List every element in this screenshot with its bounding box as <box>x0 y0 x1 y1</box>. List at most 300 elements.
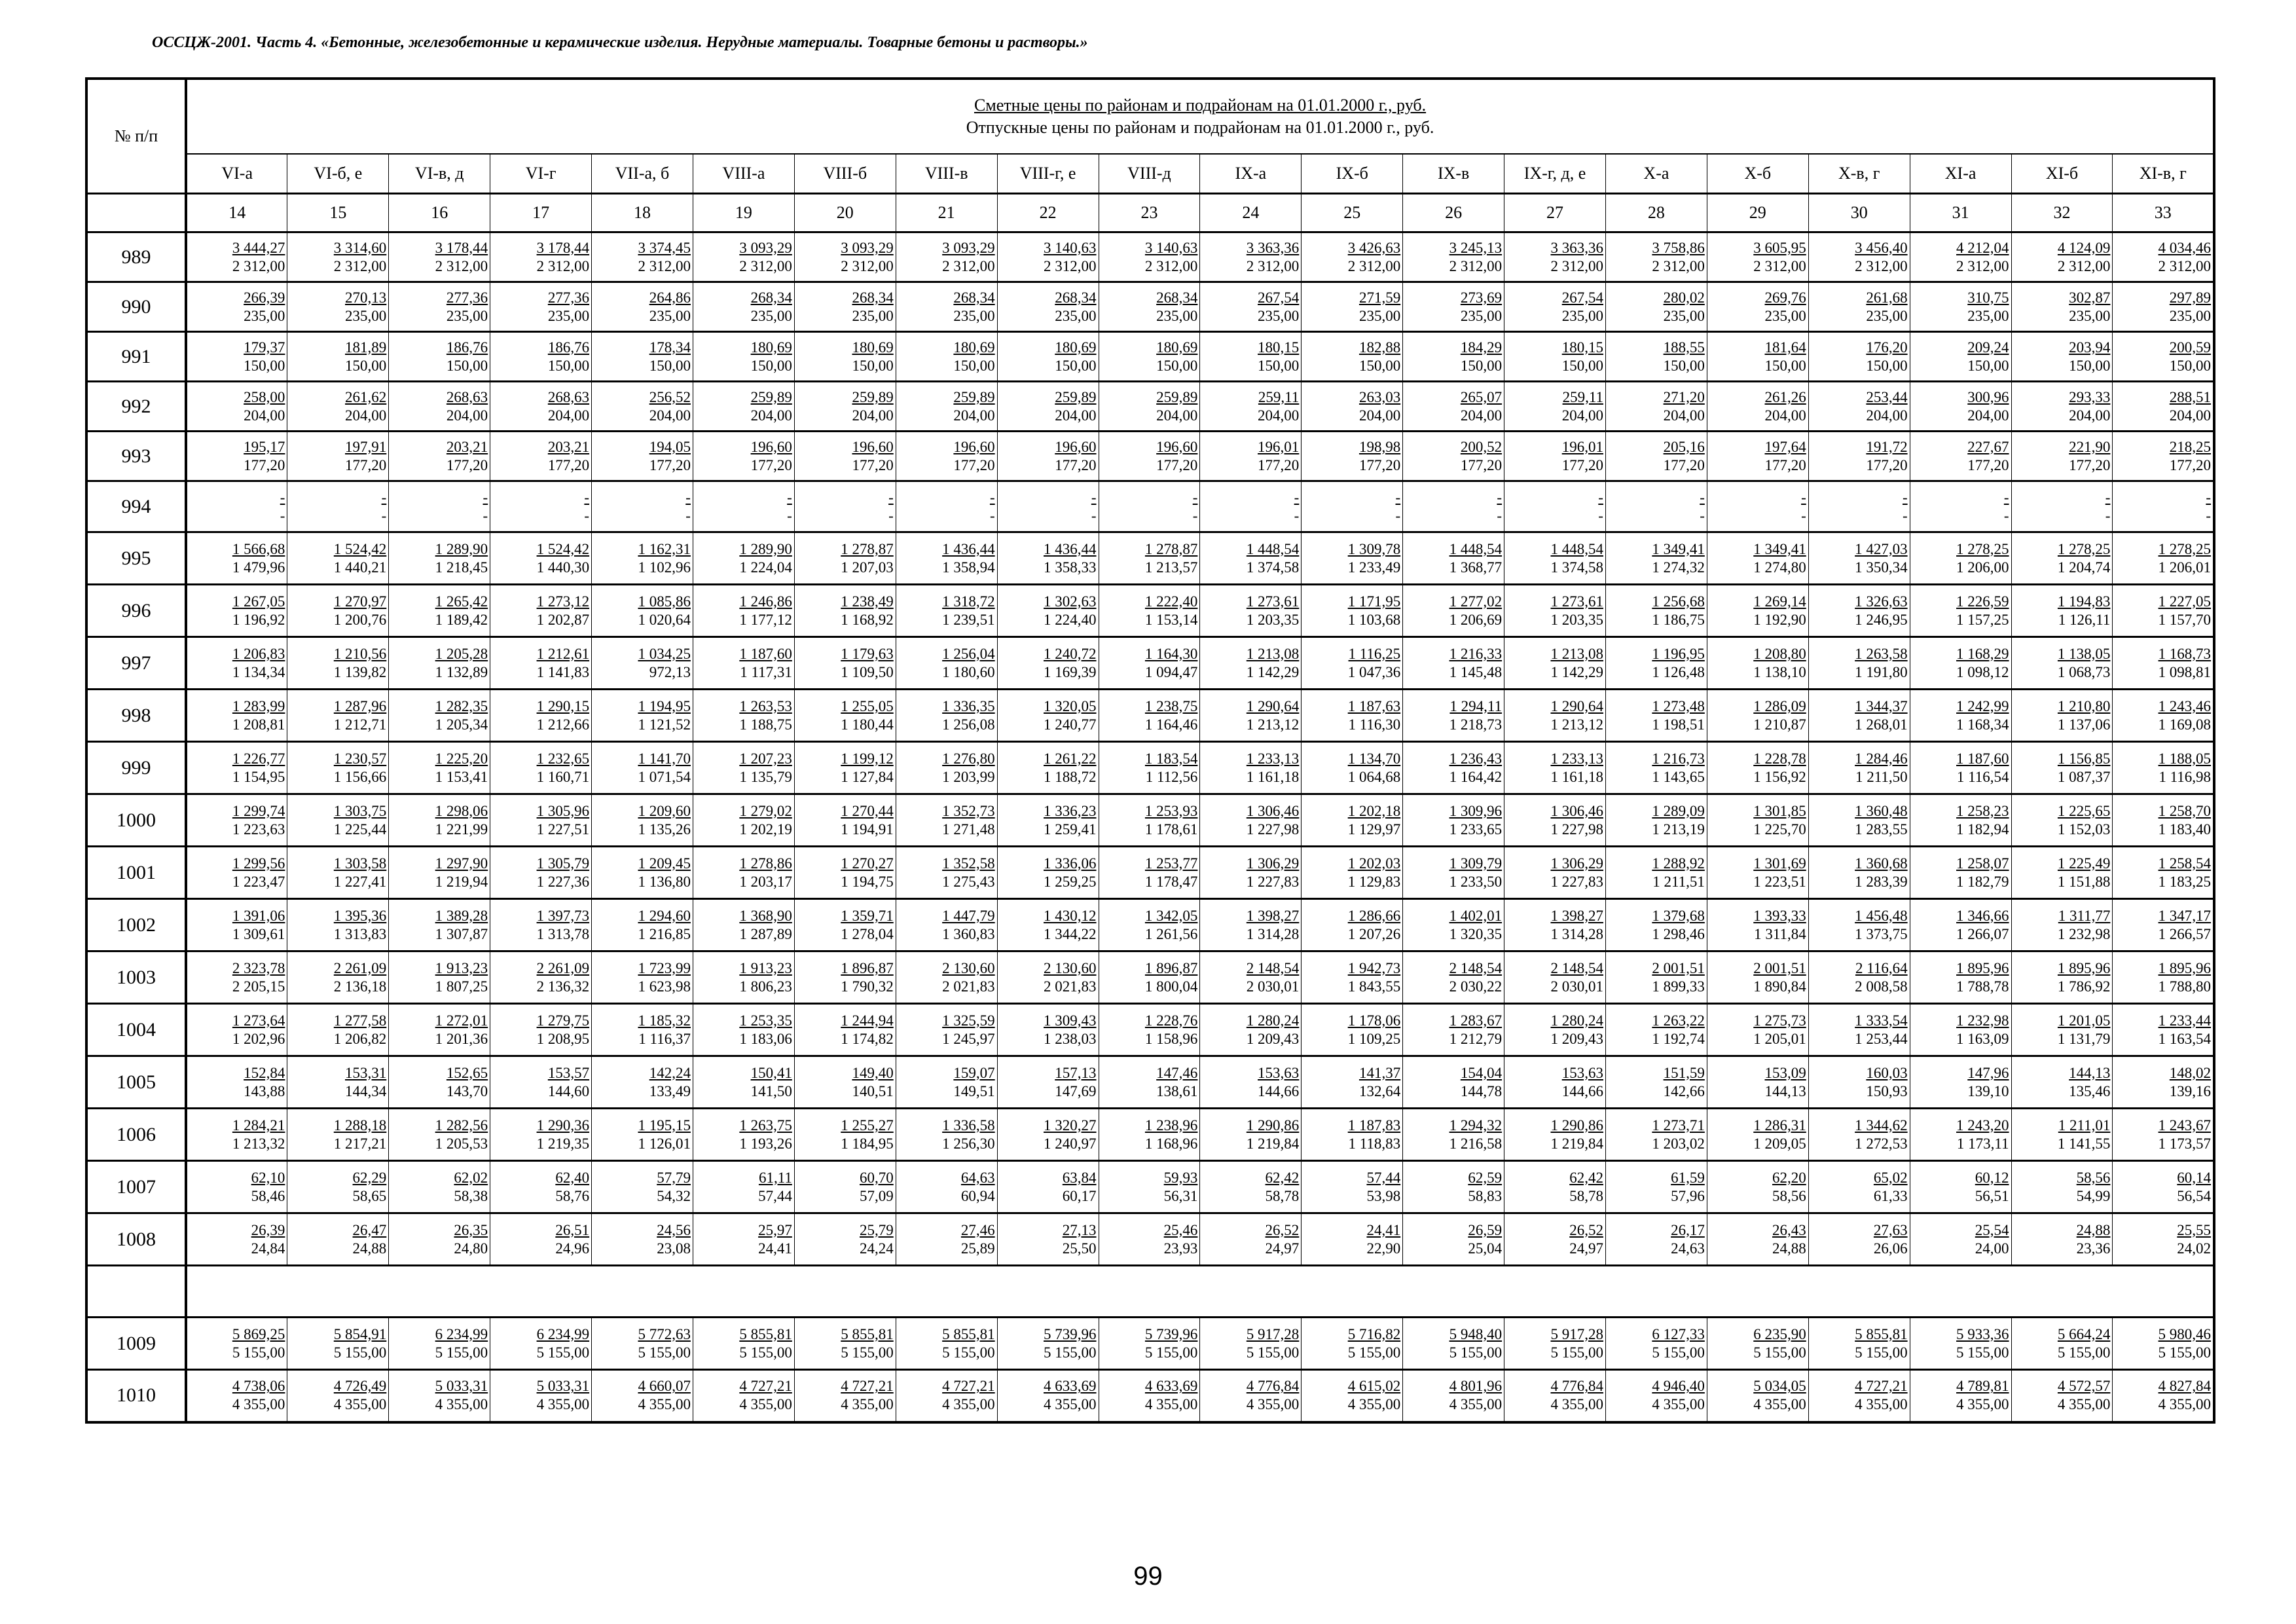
release-price: 177,20 <box>1764 456 1806 473</box>
price-cell <box>693 899 794 951</box>
estimated-price: 1 278,25 <box>2057 540 2111 557</box>
row-number: 1007 <box>86 1161 186 1213</box>
estimated-price: 1 276,80 <box>942 750 995 767</box>
price-cell <box>1302 432 1403 481</box>
price-cell <box>1808 1056 1910 1109</box>
release-price: 1 225,44 <box>333 821 387 838</box>
estimated-price: 149,40 <box>852 1064 894 1081</box>
release-price: 1 806,23 <box>739 978 792 995</box>
release-price: 1 209,43 <box>1550 1030 1603 1047</box>
price-cell <box>1808 532 1910 585</box>
price-cell <box>1099 332 1200 382</box>
estimated-price: 1 368,90 <box>739 907 792 924</box>
price-cell <box>186 282 287 332</box>
estimated-price: 5 716,82 <box>1347 1325 1401 1342</box>
estimated-price: 1 290,64 <box>1246 697 1300 714</box>
release-price: 2 312,00 <box>435 257 488 274</box>
release-price: 1 132,89 <box>435 663 488 680</box>
estimated-price: 1 210,56 <box>333 645 387 662</box>
release-price: 1 239,51 <box>942 611 995 628</box>
release-price: 1 788,78 <box>1956 978 2009 995</box>
price-cell <box>186 481 287 532</box>
estimated-price: 259,11 <box>1258 388 1300 405</box>
price-cell <box>1200 585 1302 637</box>
estimated-price: 196,60 <box>852 438 894 455</box>
price-cell <box>794 282 896 332</box>
release-price: 1 807,25 <box>435 978 488 995</box>
estimated-price: 26,43 <box>1772 1221 1806 1238</box>
estimated-price: 142,24 <box>649 1064 691 1081</box>
release-price: 54,99 <box>2076 1187 2111 1204</box>
estimated-price: 269,76 <box>1764 289 1806 306</box>
estimated-price: 1 344,62 <box>1855 1116 1908 1134</box>
price-cell <box>1605 1213 1707 1266</box>
estimated-price: 1 272,01 <box>435 1012 488 1029</box>
price-cell <box>1403 1056 1504 1109</box>
price-cell <box>592 532 693 585</box>
estimated-price: 1 227,05 <box>2158 593 2212 610</box>
price-cell <box>1808 637 1910 690</box>
release-price: 1 161,18 <box>1550 768 1603 785</box>
release-price: 143,88 <box>244 1082 285 1099</box>
estimated-price: 4 727,21 <box>739 1378 792 1395</box>
price-cell <box>2011 382 2113 432</box>
estimated-price: 1 347,17 <box>2158 907 2212 924</box>
release-price: 2 312,00 <box>536 257 590 274</box>
row-number: 989 <box>86 232 186 282</box>
column-header: X-в, г <box>1808 154 1910 194</box>
release-price: 5 155,00 <box>435 1344 488 1361</box>
price-cell <box>490 481 592 532</box>
estimated-price: 153,57 <box>547 1064 590 1081</box>
release-price: 1 152,03 <box>2057 821 2111 838</box>
release-price: 4 355,00 <box>232 1396 285 1413</box>
estimated-price: 5 933,36 <box>1956 1325 2009 1342</box>
release-price: 54,32 <box>657 1187 691 1204</box>
price-cell <box>1808 794 1910 847</box>
release-price: 1 240,97 <box>1044 1135 1097 1152</box>
release-price: 150,00 <box>1561 357 1603 374</box>
estimated-price: 209,24 <box>1967 339 2009 356</box>
price-cell <box>1200 282 1302 332</box>
price-cell <box>1605 232 1707 282</box>
estimated-price: 1 187,83 <box>1347 1116 1401 1134</box>
release-price: 1 202,87 <box>536 611 590 628</box>
price-cell <box>389 382 490 432</box>
release-price: 5 155,00 <box>1144 1344 1198 1361</box>
release-price: 1 094,47 <box>1144 663 1198 680</box>
price-cell <box>389 794 490 847</box>
price-cell <box>1403 742 1504 794</box>
price-cell <box>896 899 997 951</box>
estimated-price: 1 279,75 <box>536 1012 590 1029</box>
estimated-price: 1 233,44 <box>2158 1012 2212 1029</box>
estimated-price: 1 213,08 <box>1550 645 1603 662</box>
estimated-price: 152,84 <box>244 1064 285 1081</box>
estimated-price: 4 034,46 <box>2158 239 2212 256</box>
estimated-price: 218,25 <box>2169 438 2212 455</box>
price-cell <box>1099 1004 1200 1056</box>
release-price: 1 223,51 <box>1753 873 1806 890</box>
estimated-price: 3 178,44 <box>536 239 590 256</box>
estimated-price: 271,59 <box>1358 289 1401 306</box>
estimated-price: 5 033,31 <box>536 1378 590 1395</box>
estimated-price: 1 269,14 <box>1753 593 1806 610</box>
estimated-price: 277,36 <box>547 289 590 306</box>
release-price: 24,24 <box>859 1240 894 1257</box>
release-price: 1 219,84 <box>1550 1135 1603 1152</box>
price-cell <box>1808 332 1910 382</box>
estimated-price: 26,35 <box>454 1221 488 1238</box>
price-cell <box>490 1109 592 1161</box>
release-price: 1 274,80 <box>1753 559 1806 576</box>
price-cell <box>592 282 693 332</box>
release-price: 150,00 <box>1866 357 1908 374</box>
price-cell <box>2113 951 2214 1004</box>
price-cell <box>1808 1370 1910 1422</box>
price-cell <box>1200 690 1302 742</box>
release-price: 23,93 <box>1163 1240 1198 1257</box>
release-price: 1 786,92 <box>2057 978 2111 995</box>
estimated-price: 203,21 <box>547 438 590 455</box>
row-number: 1006 <box>86 1109 186 1161</box>
release-price: 4 355,00 <box>2057 1396 2111 1413</box>
estimated-price: 181,64 <box>1764 339 1806 356</box>
row-number: 991 <box>86 332 186 382</box>
estimated-price: 24,56 <box>657 1221 691 1238</box>
price-cell <box>2113 282 2214 332</box>
estimated-price: 6 234,99 <box>435 1325 488 1342</box>
price-cell <box>2113 794 2214 847</box>
column-number: 14 <box>186 194 287 232</box>
estimated-price: 65,02 <box>1873 1169 1908 1186</box>
price-cell <box>490 1213 592 1266</box>
row-number: 1010 <box>86 1370 186 1422</box>
price-cell <box>1504 282 1606 332</box>
estimated-price: 1 336,58 <box>942 1116 995 1134</box>
estimated-price: 1 309,96 <box>1449 802 1503 819</box>
estimated-price: 200,59 <box>2169 339 2212 356</box>
release-price: 1 221,99 <box>435 821 488 838</box>
price-cell <box>1910 382 2011 432</box>
release-price: - <box>280 507 285 524</box>
release-price: 1 259,41 <box>1044 821 1097 838</box>
estimated-price: 62,42 <box>1265 1169 1300 1186</box>
estimated-price: 62,59 <box>1468 1169 1503 1186</box>
estimated-price: 1 282,56 <box>435 1116 488 1134</box>
estimated-price: 4 946,40 <box>1652 1378 1705 1395</box>
release-price: - <box>1801 507 1806 524</box>
row-number: 996 <box>86 585 186 637</box>
release-price: 1 207,26 <box>1347 925 1401 942</box>
price-cell <box>693 1318 794 1370</box>
release-price: 4 355,00 <box>1855 1396 1908 1413</box>
estimated-price: 1 448,54 <box>1449 540 1503 557</box>
price-cell <box>693 1161 794 1213</box>
price-cell <box>693 637 794 690</box>
release-price: 1 116,37 <box>638 1030 691 1047</box>
estimated-price: 1 194,83 <box>2057 593 2111 610</box>
estimated-price: 6 235,90 <box>1753 1325 1806 1342</box>
price-cell <box>2011 1056 2113 1109</box>
estimated-price: 1 216,33 <box>1449 645 1503 662</box>
estimated-price: - <box>1395 489 1401 506</box>
release-price: 24,00 <box>1975 1240 2009 1257</box>
column-header: IX-в <box>1403 154 1504 194</box>
release-price: 1 135,26 <box>638 821 691 838</box>
price-cell <box>1605 432 1707 481</box>
estimated-price: 60,70 <box>859 1169 894 1186</box>
release-price: 1 209,05 <box>1753 1135 1806 1152</box>
price-cell <box>389 481 490 532</box>
release-price: 204,00 <box>1561 407 1603 424</box>
release-price: 150,00 <box>750 357 792 374</box>
estimated-price: 1 278,25 <box>2158 540 2212 557</box>
estimated-price: 61,11 <box>758 1169 792 1186</box>
price-cell <box>186 951 287 1004</box>
release-price: 1 129,83 <box>1347 873 1401 890</box>
price-cell <box>1099 282 1200 332</box>
release-price: 1 153,41 <box>435 768 488 785</box>
estimated-price: 1 201,05 <box>2057 1012 2111 1029</box>
release-price: 204,00 <box>244 407 285 424</box>
release-price: 1 131,79 <box>2057 1030 2111 1047</box>
release-price: 150,00 <box>547 357 590 374</box>
estimated-price: 5 917,28 <box>1246 1325 1300 1342</box>
release-price: 1 163,09 <box>1956 1030 2009 1047</box>
price-cell <box>794 951 896 1004</box>
price-cell <box>490 742 592 794</box>
price-cell <box>1403 481 1504 532</box>
price-cell <box>1504 1370 1606 1422</box>
release-price: 1 218,45 <box>435 559 488 576</box>
estimated-price: 1 448,54 <box>1550 540 1603 557</box>
release-price: 4 355,00 <box>1956 1396 2009 1413</box>
release-price: 204,00 <box>1663 407 1705 424</box>
price-cell <box>794 332 896 382</box>
estimated-price: 3 605,95 <box>1753 239 1806 256</box>
release-price: - <box>1395 507 1401 524</box>
estimated-price: 181,89 <box>345 339 387 356</box>
estimated-price: 5 948,40 <box>1449 1325 1503 1342</box>
release-price: - <box>787 507 792 524</box>
release-price: 177,20 <box>244 456 285 473</box>
release-price: 1 268,01 <box>1855 716 1908 733</box>
price-cell <box>896 432 997 481</box>
release-price: 1 227,51 <box>536 821 590 838</box>
release-price: 1 137,06 <box>2057 716 2111 733</box>
price-cell <box>1302 794 1403 847</box>
price-cell <box>490 1161 592 1213</box>
row-number: 994 <box>86 481 186 532</box>
column-header: XI-а <box>1910 154 2011 194</box>
release-price: 204,00 <box>1866 407 1908 424</box>
column-header: XI-в, г <box>2113 154 2214 194</box>
estimated-price: 197,64 <box>1764 438 1806 455</box>
estimated-price: 154,04 <box>1460 1064 1503 1081</box>
price-cell <box>1403 794 1504 847</box>
release-price: 1 047,36 <box>1347 663 1401 680</box>
estimated-price: 1 288,92 <box>1652 855 1705 872</box>
release-price: 1 201,36 <box>435 1030 488 1047</box>
estimated-price: 1 164,30 <box>1144 645 1198 662</box>
estimated-price: 3 456,40 <box>1855 239 1908 256</box>
price-cell <box>1302 899 1403 951</box>
price-cell <box>389 1161 490 1213</box>
estimated-price: 1 244,94 <box>841 1012 894 1029</box>
release-price: 177,20 <box>1358 456 1401 473</box>
price-cell <box>1605 794 1707 847</box>
estimated-price: 6 234,99 <box>536 1325 590 1342</box>
price-cell <box>1808 382 1910 432</box>
column-header: IX-г, д, е <box>1504 154 1606 194</box>
estimated-price: 1 116,25 <box>1348 645 1401 662</box>
release-price: 1 168,96 <box>1144 1135 1198 1152</box>
price-cell <box>1605 282 1707 332</box>
estimated-price: 179,37 <box>244 339 285 356</box>
estimated-price: 1 183,54 <box>1144 750 1198 767</box>
estimated-price: 1 391,06 <box>232 907 285 924</box>
estimated-price: 1 895,96 <box>2057 959 2111 976</box>
estimated-price: 147,96 <box>1967 1064 2009 1081</box>
release-price: 1 129,97 <box>1347 821 1401 838</box>
estimated-price: - <box>483 489 488 506</box>
release-price: 1 183,06 <box>739 1030 792 1047</box>
release-price: 235,00 <box>345 307 387 324</box>
estimated-price: 4 615,02 <box>1347 1378 1401 1395</box>
estimated-price: 1 297,90 <box>435 855 488 872</box>
price-cell <box>1910 282 2011 332</box>
price-cell <box>389 232 490 282</box>
release-price: 1 178,61 <box>1144 821 1198 838</box>
release-price: 1 271,48 <box>942 821 995 838</box>
release-price: 53,98 <box>1366 1187 1401 1204</box>
release-price: 2 312,00 <box>2158 257 2212 274</box>
estimated-price: 1 309,78 <box>1347 540 1401 557</box>
price-cell <box>794 690 896 742</box>
release-price: 2 021,83 <box>1044 978 1097 995</box>
price-cell <box>389 432 490 481</box>
release-price: 204,00 <box>1258 407 1300 424</box>
release-price: 1 233,65 <box>1449 821 1503 838</box>
price-cell <box>1910 1213 2011 1266</box>
release-price: 1 153,14 <box>1144 611 1198 628</box>
release-price: 235,00 <box>649 307 691 324</box>
row-number: 999 <box>86 742 186 794</box>
release-price: 1 344,22 <box>1044 925 1097 942</box>
estimated-price: 5 917,28 <box>1550 1325 1603 1342</box>
release-price: 2 312,00 <box>232 257 285 274</box>
release-price: 4 355,00 <box>1347 1396 1401 1413</box>
price-cell <box>997 794 1099 847</box>
price-cell <box>997 432 1099 481</box>
estimated-price: 4 727,21 <box>942 1378 995 1395</box>
price-cell <box>389 332 490 382</box>
release-price: - <box>584 507 590 524</box>
price-cell <box>1302 1004 1403 1056</box>
estimated-price: - <box>2003 489 2009 506</box>
estimated-price: 63,84 <box>1062 1169 1097 1186</box>
price-cell <box>794 232 896 282</box>
price-cell <box>1302 585 1403 637</box>
price-cell <box>794 481 896 532</box>
release-price: 1 143,65 <box>1652 768 1705 785</box>
estimated-price: 1 289,09 <box>1652 802 1705 819</box>
price-cell <box>1200 532 1302 585</box>
price-cell <box>1707 690 1808 742</box>
price-cell <box>1707 951 1808 1004</box>
price-cell <box>1707 1056 1808 1109</box>
release-price: 235,00 <box>852 307 894 324</box>
estimated-price: 26,51 <box>555 1221 590 1238</box>
release-price: 1 314,28 <box>1246 925 1300 942</box>
price-cell <box>1504 847 1606 899</box>
price-cell <box>490 847 592 899</box>
release-price: 4 355,00 <box>1246 1396 1300 1413</box>
price-cell <box>1302 847 1403 899</box>
release-price: 1 479,96 <box>232 559 285 576</box>
column-number: 23 <box>1099 194 1200 232</box>
column-number: 20 <box>794 194 896 232</box>
price-cell <box>592 899 693 951</box>
estimated-price: 1 226,59 <box>1956 593 2009 610</box>
release-price: 204,00 <box>1156 407 1198 424</box>
price-cell <box>1605 951 1707 1004</box>
estimated-price: 3 363,36 <box>1246 239 1300 256</box>
price-cell <box>186 690 287 742</box>
price-cell <box>896 847 997 899</box>
release-price: 1 272,53 <box>1855 1135 1908 1152</box>
estimated-price: 1 430,12 <box>1044 907 1097 924</box>
estimated-price: - <box>1294 489 1300 506</box>
release-price: 4 355,00 <box>435 1396 488 1413</box>
price-cell <box>1403 1370 1504 1422</box>
estimated-price: 196,01 <box>1258 438 1300 455</box>
price-cell <box>896 1213 997 1266</box>
price-cell <box>1910 1004 2011 1056</box>
estimated-price: - <box>584 489 590 506</box>
release-price: 1 183,25 <box>2158 873 2212 890</box>
release-price: 1 182,79 <box>1956 873 2009 890</box>
price-cell <box>693 282 794 332</box>
release-price: 1 217,21 <box>333 1135 387 1152</box>
estimated-price: 1 213,08 <box>1246 645 1300 662</box>
estimated-price: 1 913,23 <box>435 959 488 976</box>
price-cell <box>389 847 490 899</box>
estimated-price: 5 855,81 <box>739 1325 792 1342</box>
estimated-price: 258,00 <box>244 388 285 405</box>
price-cell <box>997 1056 1099 1109</box>
release-price: 235,00 <box>1460 307 1503 324</box>
estimated-price: 1 309,43 <box>1044 1012 1097 1029</box>
price-cell <box>693 432 794 481</box>
estimated-price: 1 258,23 <box>1956 802 2009 819</box>
estimated-price: 1 566,68 <box>232 540 285 557</box>
estimated-price: 1 294,11 <box>1449 697 1503 714</box>
estimated-price: 1 342,05 <box>1144 907 1198 924</box>
price-cell <box>1200 794 1302 847</box>
release-price: 1 224,04 <box>739 559 792 576</box>
estimated-price: 273,69 <box>1460 289 1503 306</box>
release-price: 1 227,98 <box>1550 821 1603 838</box>
release-price: 150,00 <box>244 357 285 374</box>
price-cell <box>186 1109 287 1161</box>
table-row <box>86 532 2214 585</box>
release-price: 1 193,26 <box>739 1135 792 1152</box>
price-cell <box>794 742 896 794</box>
release-price: 4 355,00 <box>1044 1396 1097 1413</box>
estimated-price: 1 162,31 <box>638 540 691 557</box>
